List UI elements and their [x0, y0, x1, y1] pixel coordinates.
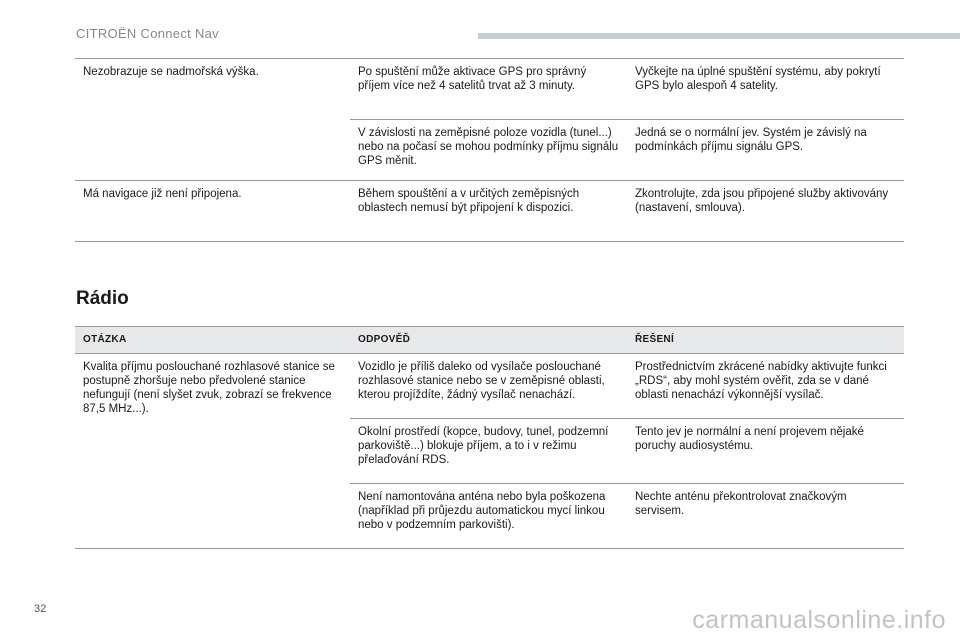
table-row [75, 181, 904, 242]
question-cell: Kvalita příjmu poslouchané rozhlasové stanice se postupně zhoršuje nebo předvolené stanice nefungují (není slyšet zvuk, zobrazí se frekvence 87,5 MHz...). [75, 354, 350, 549]
table-row [75, 354, 904, 419]
column-header-question: OTÁZKA [75, 327, 350, 354]
table-row [75, 59, 904, 120]
column-header-answer: ODPOVĚĎ [350, 327, 627, 354]
section-title-radio: Rádio [76, 288, 129, 309]
answer-cell: Není namontována anténa nebo byla poškozena (například při průjezdu automatickou mycí linkou nebo v podzemním parkovišti). [350, 484, 627, 549]
table-header-row [75, 327, 904, 354]
solution-cell: Jedná se o normální jev. Systém je závislý na podmínkách příjmu signálu GPS. [627, 120, 904, 181]
answer-cell: Okolní prostředí (kopce, budovy, tunel, podzemní parkoviště...) blokuje příjem, a to i v režimu přelaďování RDS. [350, 419, 627, 484]
watermark-text: carmanualsonline.info [692, 606, 946, 634]
solution-cell: Zkontrolujte, zda jsou připojené služby aktivovány (nastavení, smlouva). [627, 181, 904, 242]
solution-cell: Vyčkejte na úplné spuštění systému, aby pokrytí GPS bylo alespoň 4 satelity. [627, 59, 904, 120]
page-number: 32 [34, 603, 47, 615]
answer-cell: V závislosti na zeměpisné poloze vozidla (tunel...) nebo na počasí se mohou podmínky příjmu signálu GPS měnit. [350, 120, 627, 181]
solution-cell: Tento jev je normální a není projevem nějaké poruchy audiosystému. [627, 419, 904, 484]
solution-cell: Prostřednictvím zkrácené nabídky aktivujte funkci „RDS“, aby mohl systém ověřit, zda se v dané oblasti nenachází výkonnější vysílač. [627, 354, 904, 419]
header-bar [478, 33, 960, 39]
answer-cell: Během spouštění a v určitých zeměpisných oblastech nemusí být připojení k dispozici. [350, 181, 627, 242]
question-cell: Nezobrazuje se nadmořská výška. [75, 59, 350, 181]
column-header-solution: ŘEŠENÍ [627, 327, 904, 354]
answer-cell: Po spuštění může aktivace GPS pro správný příjem více než 4 satelitů trvat až 3 minuty. [350, 59, 627, 120]
radio-troubleshooting-table [75, 326, 904, 549]
solution-cell: Nechte anténu překontrolovat značkovým servisem. [627, 484, 904, 549]
question-cell: Má navigace již není připojena. [75, 181, 350, 242]
document-header-title: CITROËN Connect Nav [76, 26, 219, 41]
gps-troubleshooting-table [75, 58, 904, 242]
answer-cell: Vozidlo je příliš daleko od vysílače poslouchané rozhlasové stanice nebo se v zeměpisné oblasti, kterou projíždíte, žádný vysílač nenachází. [350, 354, 627, 419]
